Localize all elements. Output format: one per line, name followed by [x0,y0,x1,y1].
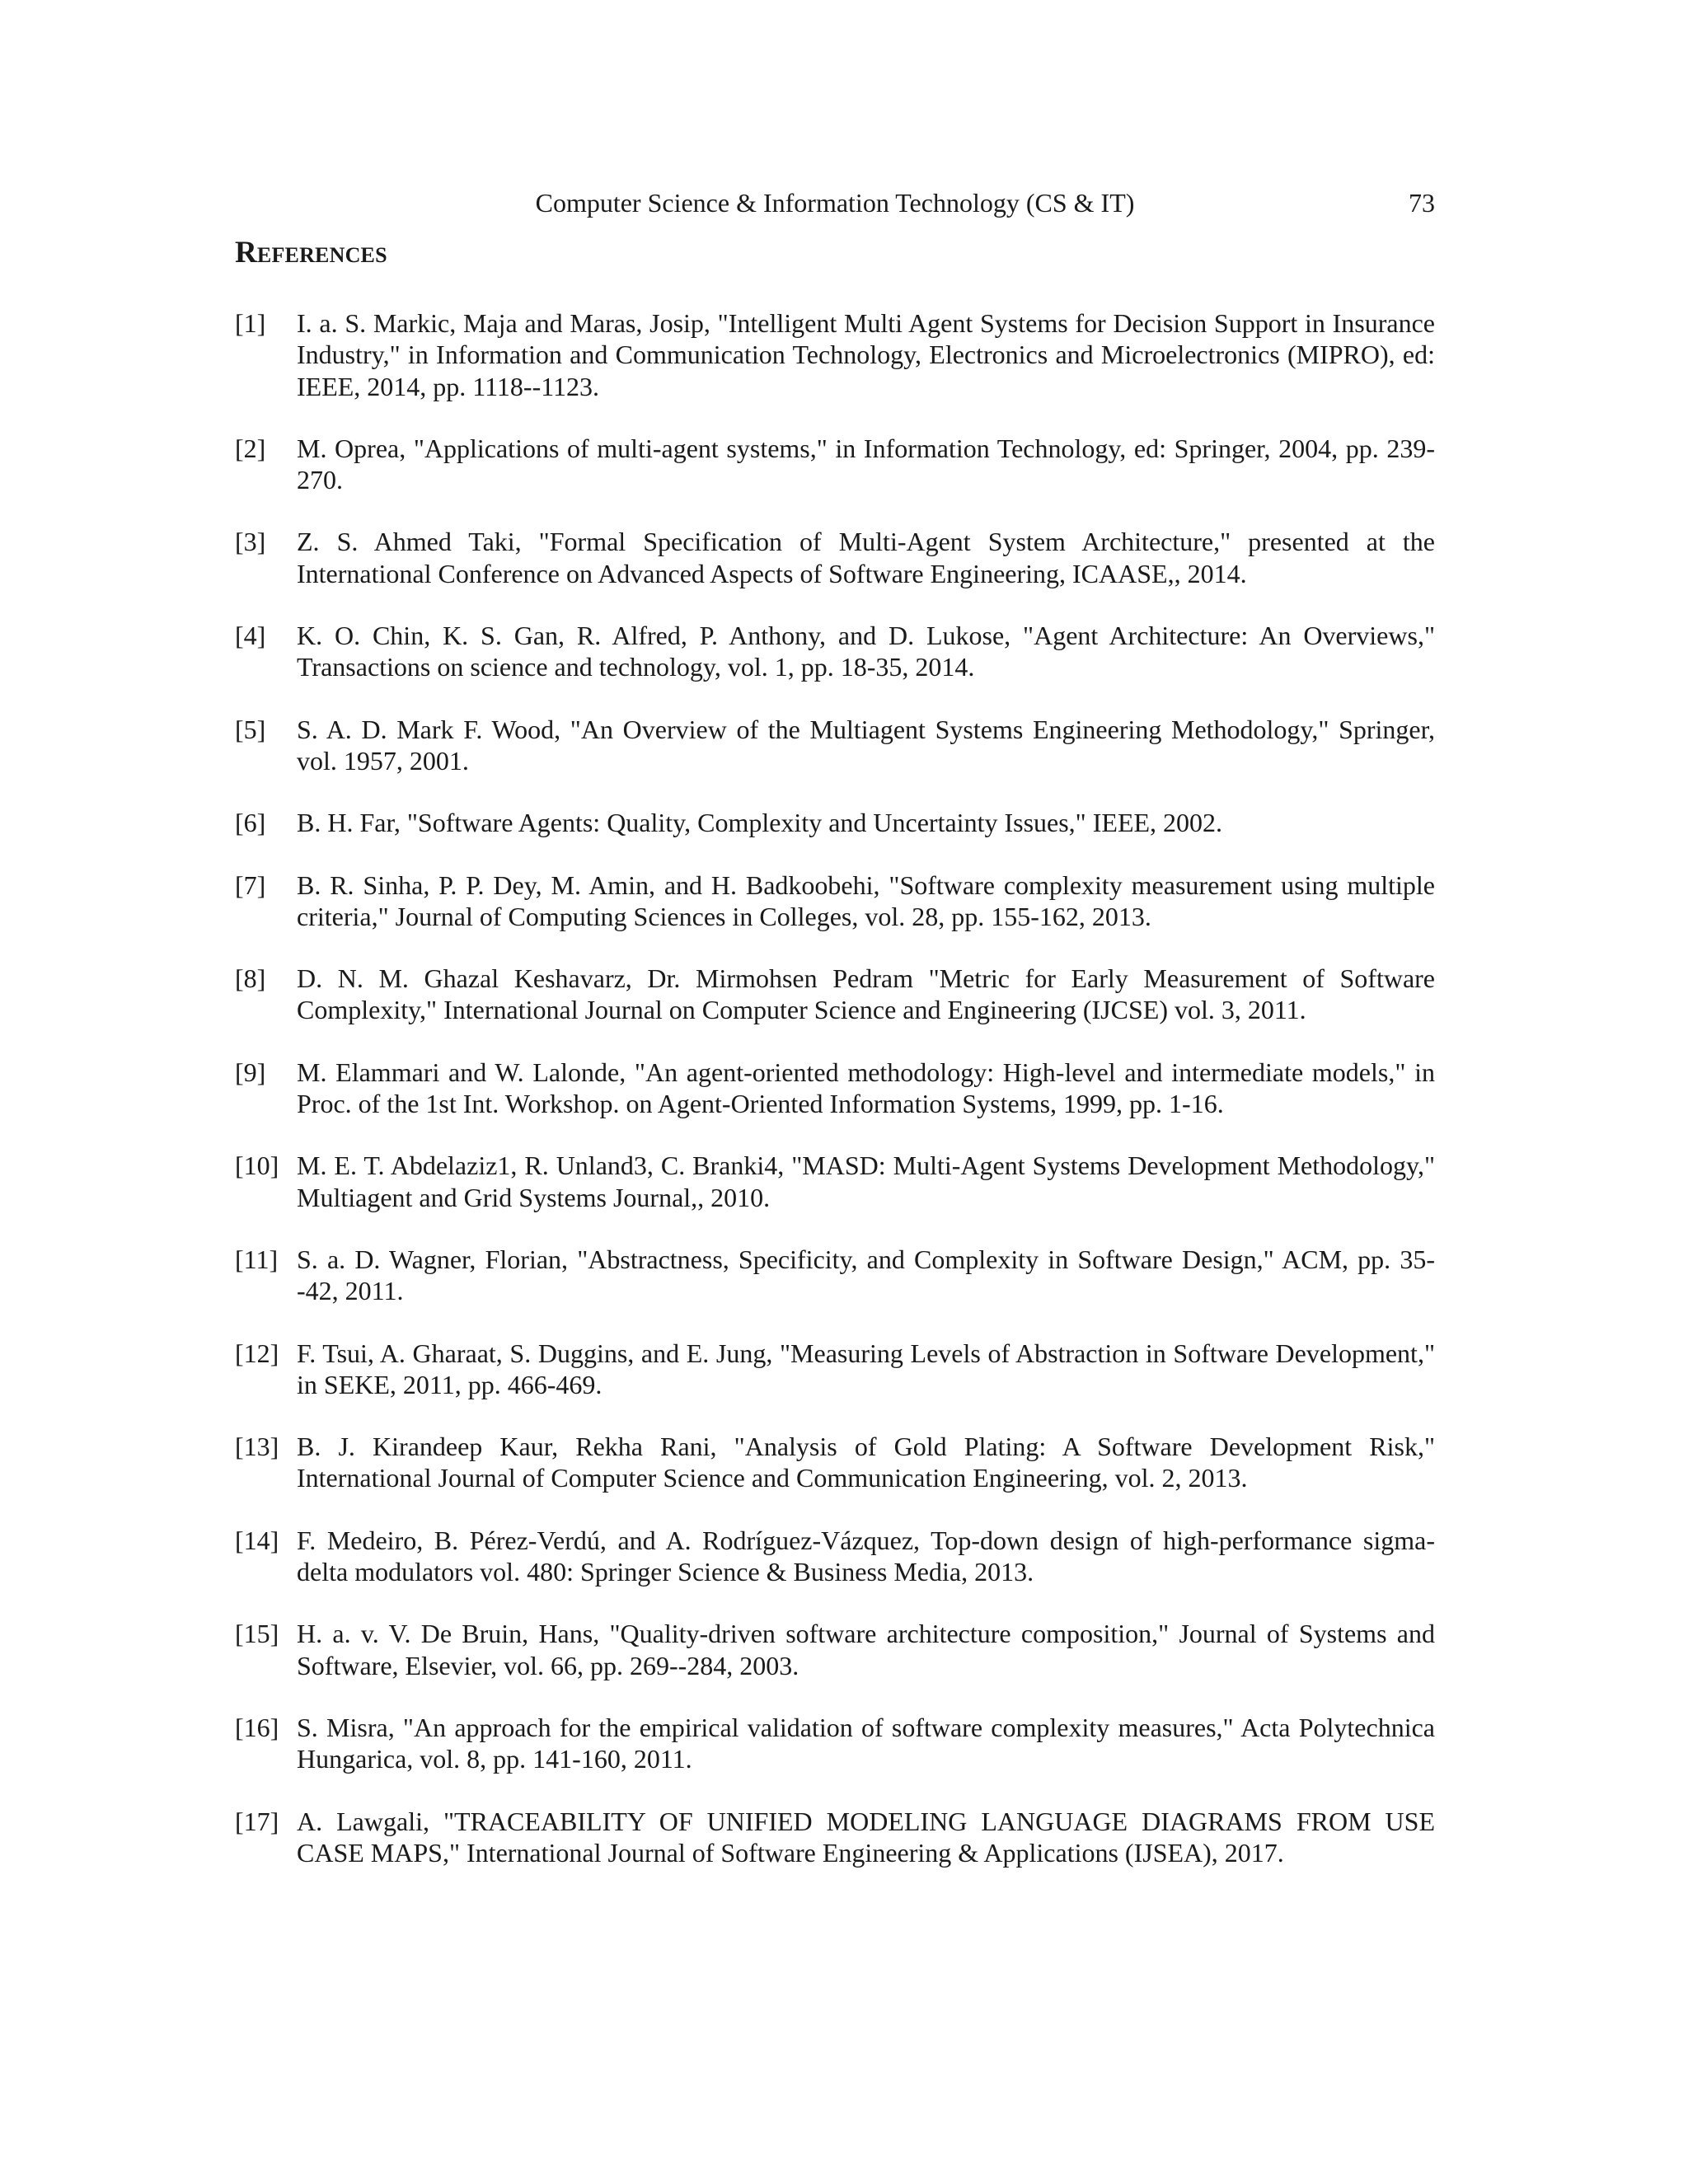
reference-number: [4] [235,621,266,651]
reference-text: D. N. M. Ghazal Keshavarz, Dr. Mirmohsen Pedram "Metric for Early Measurement of Software Complexity," International Journal on Computer Science and Engineering (IJCSE) vol. 3, 2011. [297,963,1435,1025]
reference-number: [3] [235,527,266,557]
reference-item [235,1618,1435,1681]
reference-item [235,963,1435,1026]
reference-item [235,1525,1435,1588]
reference-text: H. a. v. V. De Bruin, Hans, "Quality-driven software architecture composition," Journal of Systems and Software, Elsevier, vol. 66, pp. 269--284, 2003. [297,1619,1435,1680]
reference-text: S. Misra, "An approach for the empirical validation of software complexity measures," Acta Polytechnica Hungarica, vol. 8, pp. 141-160, 2011. [297,1712,1435,1774]
reference-item [235,1057,1435,1120]
reference-number: [1] [235,308,266,338]
reference-text: S. a. D. Wagner, Florian, "Abstractness, Specificity, and Complexity in Software Design," ACM, pp. 35--42, 2011. [297,1244,1435,1306]
reference-number: [16] [235,1712,279,1742]
reference-number: [9] [235,1057,266,1087]
reference-item [235,714,1435,777]
reference-text: B. H. Far, "Software Agents: Quality, Complexity and Uncertainty Issues," IEEE, 2002. [297,808,1223,838]
reference-item [235,1244,1435,1307]
page-number: 73 [1409,188,1435,218]
reference-text: F. Medeiro, B. Pérez-Verdú, and A. Rodríguez-Vázquez, Top-down design of high-performance sigma-delta modulators vol. 480: Springer Science & Business Media, 2013. [297,1525,1435,1587]
reference-item [235,307,1435,402]
reference-text: Z. S. Ahmed Taki, "Formal Specification of Multi-Agent System Architecture," presented at the International Conference on Advanced Aspects of Software Engineering, ICAASE,, 2014. [297,527,1435,588]
reference-number: [8] [235,963,266,994]
references-heading: References [235,236,387,269]
reference-text: M. E. T. Abdelaziz1, R. Unland3, C. Branki4, "MASD: Multi-Agent Systems Development Methodology," Multiagent and Grid Systems Journal,, 2010. [297,1151,1435,1212]
reference-text: B. R. Sinha, P. P. Dey, M. Amin, and H. Badkoobehi, "Software complexity measurement using multiple criteria," Journal of Computing Sciences in Colleges, vol. 28, pp. 155-162, 2013. [297,869,1435,931]
reference-number: [5] [235,714,266,744]
reference-item [235,1431,1435,1494]
reference-text: M. Oprea, "Applications of multi-agent systems," in Information Technology, ed: Springer, 2004, pp. 239-270. [297,433,1435,495]
reference-number: [2] [235,433,266,463]
reference-text: A. Lawgali, "TRACEABILITY OF UNIFIED MODELING LANGUAGE DIAGRAMS FROM USE CASE MAPS," International Journal of Software Engineering & Applications (IJSEA), 2017. [297,1806,1435,1868]
reference-item [235,807,1435,838]
reference-number: [12] [235,1338,279,1368]
running-header [235,183,1435,223]
reference-text: K. O. Chin, K. S. Gan, R. Alfred, P. Anthony, and D. Lukose, "Agent Architecture: An Overviews," Transactions on science and technology, vol. 1, pp. 18-35, 2014. [297,621,1435,682]
reference-item [235,526,1435,589]
reference-number: [7] [235,869,266,900]
reference-item [235,1150,1435,1213]
reference-text: M. Elammari and W. Lalonde, "An agent-oriented methodology: High-level and intermediate models," in Proc. of the 1st Int. Workshop. on Agent-Oriented Information Systems, 1999, pp. 1-16. [297,1057,1435,1119]
reference-item [235,1712,1435,1775]
reference-number: [17] [235,1806,279,1836]
running-title: Computer Science & Information Technology (CS & IT) [535,188,1135,218]
reference-text: F. Tsui, A. Gharaat, S. Duggins, and E. Jung, "Measuring Levels of Abstraction in Software Development," in SEKE, 2011, pp. 466-469. [297,1338,1435,1399]
reference-number: [15] [235,1619,279,1649]
reference-number: [10] [235,1151,279,1181]
reference-text: I. a. S. Markic, Maja and Maras, Josip, "Intelligent Multi Agent Systems for Decision Support in Insurance Industry," in Information and Communication Technology, Electronics and Microelectronics (MIPRO), ed: IEEE, 2014, pp. 1118--1123. [297,308,1435,401]
reference-item [235,869,1435,933]
reference-item [235,1806,1435,1869]
reference-item [235,433,1435,496]
reference-text: S. A. D. Mark F. Wood, "An Overview of the Multiagent Systems Engineering Methodology," Springer, vol. 1957, 2001. [297,714,1435,776]
reference-list [235,307,1435,1899]
reference-number: [6] [235,808,266,838]
reference-number: [13] [235,1432,279,1462]
reference-number: [11] [235,1244,279,1274]
reference-number: [14] [235,1525,279,1555]
reference-text: B. J. Kirandeep Kaur, Rekha Rani, "Analysis of Gold Plating: A Software Development Risk," International Journal of Computer Science and Communication Engineering, vol. 2, 2013. [297,1432,1435,1493]
reference-item [235,620,1435,683]
reference-item [235,1338,1435,1401]
